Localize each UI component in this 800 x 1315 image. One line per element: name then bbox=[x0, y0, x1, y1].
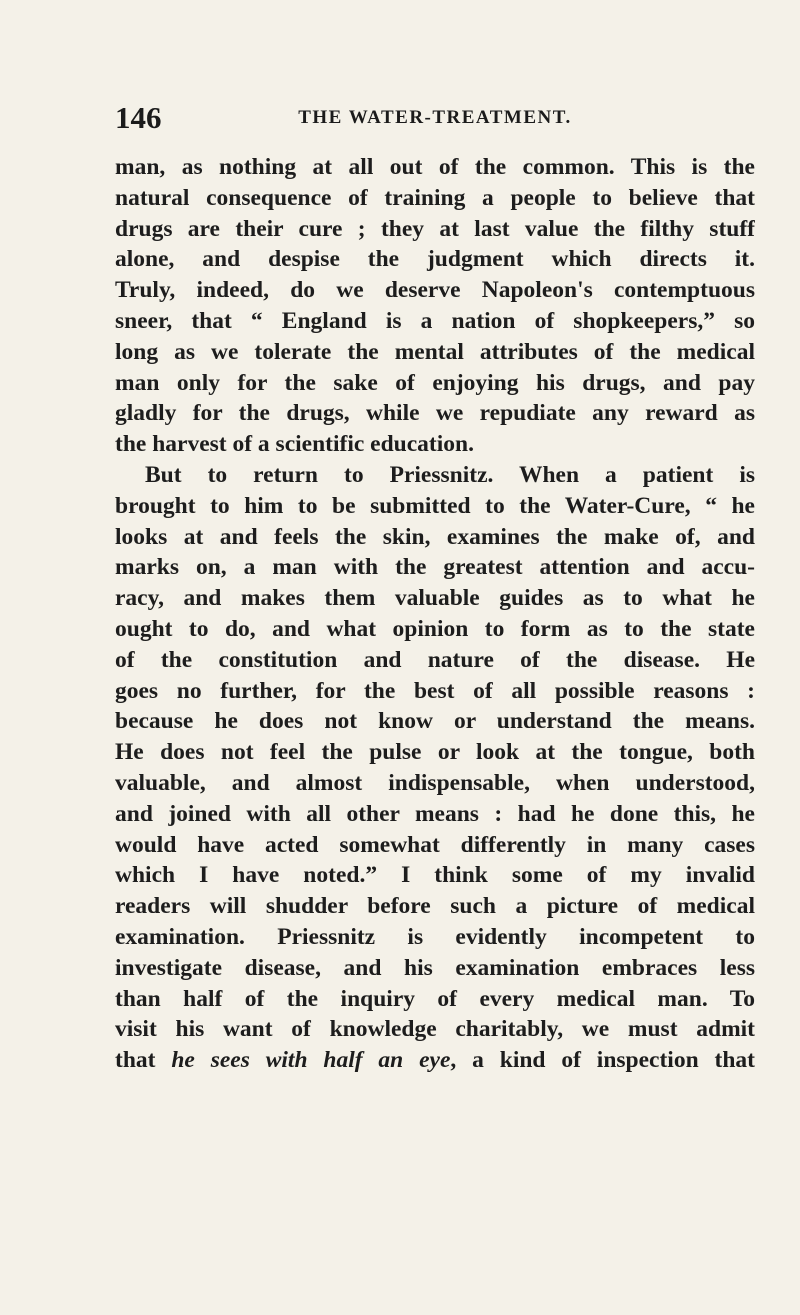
last-line-start: that bbox=[115, 1047, 172, 1074]
text-line: readers will shudder before such a picture of medical bbox=[115, 893, 755, 920]
text-line: But to return to Priessnitz. When a patient is bbox=[145, 461, 755, 488]
page-number: 146 bbox=[115, 100, 162, 135]
text-line: and joined with all other means : had he done this, he bbox=[115, 800, 755, 827]
text-line: of the constitution and nature of the disease. He bbox=[115, 646, 755, 673]
text-line: ought to do, and what opinion to form as to the state bbox=[115, 615, 755, 642]
text-line-last bbox=[115, 1045, 755, 1076]
text-line: investigate disease, and his examination embraces less bbox=[115, 954, 755, 981]
text-line: racy, and makes them valuable guides as to what he bbox=[115, 585, 755, 612]
text-line: Truly, indeed, do we deserve Napoleon's contemptuous bbox=[115, 277, 755, 304]
body-text bbox=[115, 152, 755, 1076]
page-header bbox=[115, 98, 755, 138]
text-line: goes no further, for the best of all possible reasons : bbox=[115, 677, 755, 704]
italic-phrase: he sees with half an eye bbox=[171, 1047, 451, 1074]
text-line: looks at and feels the skin, examines the make of, and bbox=[115, 523, 755, 550]
text-line: visit his want of knowledge charitably, we must admit bbox=[115, 1016, 755, 1043]
text-line: long as we tolerate the mental attributes of the medical bbox=[115, 338, 755, 365]
text-line: sneer, that “ England is a nation of shopkeepers,” so bbox=[115, 307, 755, 334]
text-line: He does not feel the pulse or look at the tongue, both bbox=[115, 739, 755, 766]
text-line: examination. Priessnitz is evidently incompetent to bbox=[115, 923, 755, 950]
text-line: drugs are their cure ; they at last value the filthy stuff bbox=[115, 215, 755, 242]
text-line: natural consequence of training a people to believe that bbox=[115, 184, 755, 211]
text-line: valuable, and almost indispensable, when understood, bbox=[115, 769, 755, 796]
running-head: THE WATER-TREATMENT. bbox=[298, 107, 572, 128]
text-line: because he does not know or understand the means. bbox=[115, 708, 755, 735]
text-line: the harvest of a scientific education. bbox=[115, 431, 474, 458]
text-line: than half of the inquiry of every medical man. To bbox=[115, 985, 755, 1012]
text-line: alone, and despise the judgment which directs it. bbox=[115, 246, 755, 273]
text-line: man only for the sake of enjoying his drugs, and pay bbox=[115, 369, 755, 396]
text-line: brought to him to be submitted to the Water-Cure, “ he bbox=[115, 492, 755, 519]
text-line: gladly for the drugs, while we repudiate any reward as bbox=[115, 400, 755, 427]
text-line: which I have noted.” I think some of my invalid bbox=[115, 862, 755, 889]
text-line: would have acted somewhat differently in many cases bbox=[115, 831, 755, 858]
text-line: marks on, a man with the greatest attention and accu- bbox=[115, 554, 755, 581]
text-line: man, as nothing at all out of the common. This is the bbox=[115, 154, 755, 180]
last-line-end: , a kind of inspection that bbox=[450, 1047, 755, 1074]
